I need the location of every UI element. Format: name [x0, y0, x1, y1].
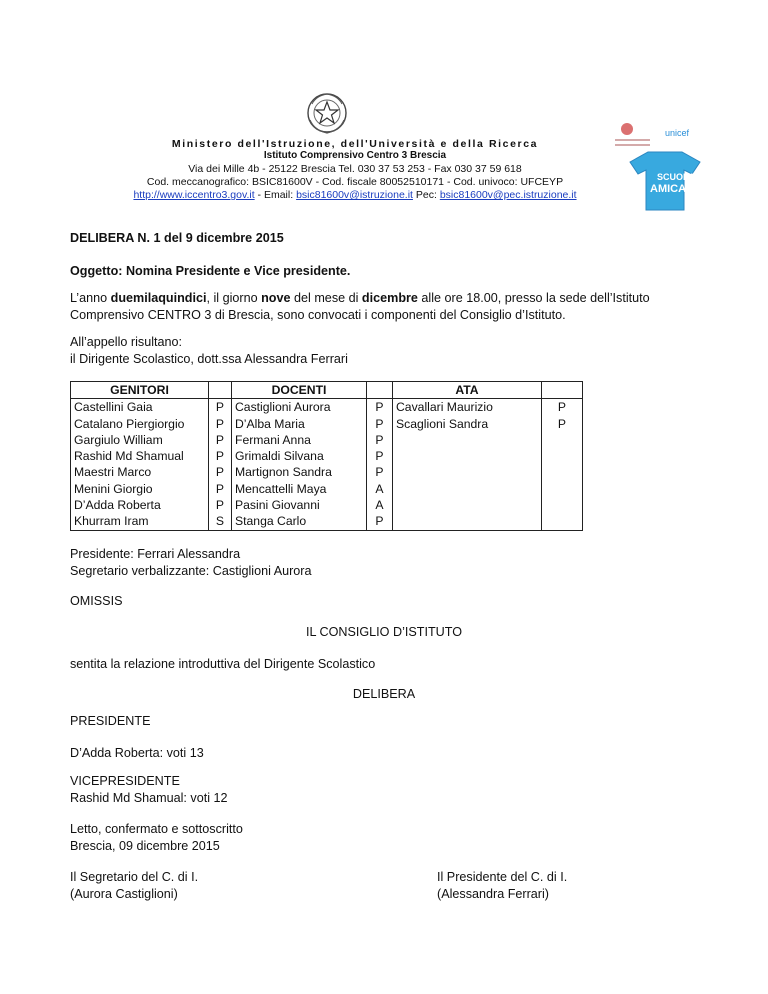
date-place-line: Brescia, 09 dicembre 2015	[70, 839, 220, 853]
tshirt-text-1: SCUOLA	[657, 172, 695, 182]
republic-emblem-icon	[304, 90, 350, 136]
ministry-name: Ministero dell'Istruzione, dell'Università e della Ricerca	[171, 138, 539, 150]
list-item: Pasini Giovanni	[235, 498, 320, 513]
presidente-line: Presidente: Ferrari Alessandra	[70, 547, 241, 561]
list-item: Scaglioni Sandra	[396, 416, 489, 431]
signature-president: Il Presidente del C. di I. (Alessandra Ferrari)	[437, 870, 568, 901]
consiglio-heading: IL CONSIGLIO D’ISTITUTO	[305, 625, 463, 639]
list-item: D’Alba Maria	[235, 416, 305, 431]
delibera-heading: DELIBERA	[352, 687, 416, 701]
list-item: D’Adda Roberta	[74, 498, 161, 513]
list-item: Fermani Anna	[235, 432, 311, 447]
header-genitori: GENITORI	[71, 382, 209, 399]
presidenza-block	[70, 546, 710, 580]
list-item: Catalano Piergiorgio	[74, 416, 185, 431]
list-item: Grimaldi Silvana	[235, 449, 324, 464]
list-item: Khurram Iram	[74, 514, 149, 529]
unicef-logo-text: unicef	[665, 128, 690, 138]
genitori-names	[71, 399, 209, 530]
vice-heading: VICEPRESIDENTE	[70, 774, 180, 788]
appello-paragraph: All’appello risultano: il Dirigente Scolastico, dott.ssa Alessandra Ferrari	[70, 335, 348, 366]
intro-paragraph: L’anno duemilaquindici, il giorno nove del mese di dicembre alle ore 18.00, presso la sede dell’Istituto Comprensivo CENTRO 3 di Brescia, sono convocati i componenti del Consiglio d’Istituto.	[70, 291, 650, 322]
list-item: Cavallari Maurizio	[396, 400, 493, 415]
oggetto: Oggetto: Nomina Presidente e Vice presidente.	[70, 264, 351, 278]
pec-link[interactable]: bsic81600v@pec.istruzione.it	[439, 189, 577, 201]
header-docenti: DOCENTI	[232, 382, 367, 399]
list-item: Gargiulo William	[74, 432, 163, 447]
email-link[interactable]: bsic81600v@istruzione.it	[296, 189, 413, 201]
list-item: Stanga Carlo	[235, 514, 307, 529]
presidente-result: D’Adda Roberta: voti 13	[70, 746, 204, 760]
list-item: Castellini Gaia	[74, 400, 153, 415]
scuola-amica-logo	[610, 118, 720, 213]
genitori-presence: P P P P P P P S	[209, 399, 232, 530]
miur-logo-icon	[615, 123, 650, 145]
website-link[interactable]: http://www.iccentro3.gov.it	[133, 189, 255, 201]
institute-address: Via dei Mille 4b - 25122 Brescia Tel. 030 37 53 253 - Fax 030 37 59 618	[188, 163, 522, 175]
list-item: Martignon Sandra	[235, 465, 332, 480]
signature-secretary: Il Segretario del C. di I. (Aurora Castiglioni)	[70, 870, 199, 901]
institute-codes: Cod. meccanografico: BSIC81600V - Cod. fiscale 80052510171 - Cod. univoco: UFCEYP	[146, 176, 564, 188]
email-label: - Email:	[254, 189, 297, 201]
letto-line: Letto, confermato e sottoscritto	[70, 822, 243, 836]
sentita-line: sentita la relazione introduttiva del Dirigente Scolastico	[70, 657, 376, 671]
omissis: OMISSIS	[70, 594, 123, 608]
docenti-presence: P P P P P A A P	[367, 399, 393, 530]
vicepresidente-block	[70, 773, 710, 807]
ata-names	[393, 399, 542, 530]
docenti-names	[232, 399, 367, 530]
pec-label: Pec:	[412, 189, 440, 201]
segretario-line: Segretario verbalizzante: Castiglioni Aurora	[70, 564, 312, 578]
list-item: Menini Giorgio	[74, 481, 153, 496]
delibera-number: DELIBERA N. 1 del 9 dicembre 2015	[70, 231, 284, 245]
list-item: Rashid Md Shamual	[74, 449, 184, 464]
closing-block	[70, 821, 710, 855]
members-table	[70, 381, 583, 531]
header-ata: ATA	[393, 382, 542, 399]
ata-presence: P P	[542, 399, 583, 530]
presidente-heading: PRESIDENTE	[70, 714, 151, 728]
vice-result: Rashid Md Shamual: voti 12	[70, 791, 228, 805]
list-item: Castiglioni Aurora	[235, 400, 331, 415]
list-item: Maestri Marco	[74, 465, 152, 480]
institute-name: Istituto Comprensivo Centro 3 Brescia	[263, 150, 447, 161]
contact-line	[60, 189, 650, 201]
tshirt-text-2: AMICA	[650, 183, 687, 195]
list-item: Mencattelli Maya	[235, 481, 327, 496]
